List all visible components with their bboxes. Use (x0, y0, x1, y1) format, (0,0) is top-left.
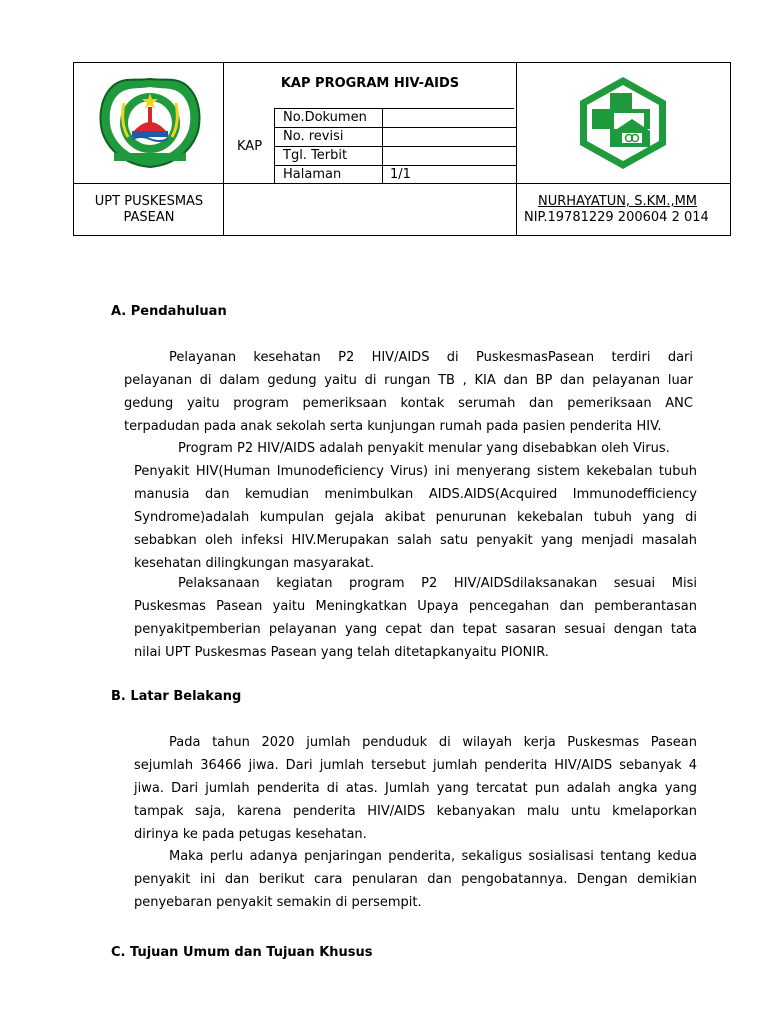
section-a-paragraph-3 (134, 572, 697, 664)
paragraph-line: pelayanan di dalam gedung yaitu di rungan TB , KIA dan BP dan pelayanan luar (124, 373, 693, 388)
regency-emblem-logo (94, 73, 206, 169)
paragraph-line: kesehatan dilingkungan masyarakat. (134, 556, 375, 571)
document-header-table (73, 62, 731, 236)
section-c-heading: C. Tujuan Umum dan Tujuan Khusus (111, 945, 373, 960)
meta-label: No.Dokumen (283, 110, 367, 125)
paragraph-line: dirinya ke pada petugas kesehatan. (134, 827, 367, 842)
meta-label: No. revisi (283, 129, 344, 144)
meta-label: Halaman (283, 167, 342, 182)
paragraph-line: manusia dan kemudian menimbulkan AIDS.AIDS(Acquired Immunodefficiency (134, 487, 697, 502)
meta-row-no-revisi (274, 128, 516, 146)
section-a-paragraph-2 (134, 437, 697, 575)
section-b-heading: B. Latar Belakang (111, 689, 242, 704)
paragraph-line: sebabkan oleh infeksi HIV.Merupakan salah satu penyakit yang menjadi masalah (134, 533, 697, 548)
section-a-paragraph-1 (124, 346, 693, 438)
paragraph-line: tampak saja, karena penderita HIV/AIDS kebanyakan malu untu kmelaporkan (134, 804, 697, 819)
paragraph-line: Pelaksanaan kegiatan program P2 HIV/AIDSdilaksanakan sesuai Misi (178, 576, 697, 591)
paragraph-line: Puskesmas Pasean yaitu Meningkatkan Upaya pencegahan dan pemberantasan (134, 599, 697, 614)
organization-name (74, 194, 224, 226)
paragraph-line: Maka perlu adanya penjaringan penderita, sekaligus sosialisasi tentang kedua (169, 849, 697, 864)
section-b-paragraph-2 (134, 845, 697, 914)
puskesmas-logo (574, 75, 672, 171)
paragraph-line: Pelayanan kesehatan P2 HIV/AIDS di PuskesmasPasean terdiri dari (169, 350, 693, 365)
kap-label: KAP (237, 139, 263, 154)
paragraph-line: penyebaran penyakit semakin di persempit. (134, 895, 422, 910)
document-metadata (274, 109, 516, 183)
signatory-nip: NIP.19781229 200604 2 014 (524, 210, 709, 225)
paragraph-line: nilai UPT Puskesmas Pasean yang telah ditetapkanyaitu PIONIR. (134, 645, 549, 660)
document-title: KAP PROGRAM HIV-AIDS (280, 76, 460, 91)
organization-line-2: PASEAN (123, 210, 175, 225)
paragraph-line: terpadudan pada anak sekolah serta kunjungan rumah pada pasien penderita HIV. (124, 419, 662, 434)
meta-value: 1/1 (390, 167, 411, 182)
paragraph-line: Program P2 HIV/AIDS adalah penyakit menular yang disebabkan oleh Virus. (178, 441, 670, 456)
signatory-name: NURHAYATUN, S.KM.,MM (538, 194, 698, 209)
paragraph-line: jiwa. Dari jumlah penderita di atas. Jumlah yang tercatat pun adalah angka yang (134, 781, 697, 796)
signatory (524, 194, 730, 226)
paragraph-line: penyakit ini dan berikut cara penularan dan pengobatannya. Dengan demikian (134, 872, 697, 887)
paragraph-line: Syndrome)adalah kumpulan gejala akibat penurunan kekebalan tubuh yang di (134, 510, 697, 525)
organization-line-1: UPT PUSKESMAS (94, 194, 204, 209)
paragraph-line: sejumlah 36466 jiwa. Dari jumlah tersebut jumlah penderita HIV/AIDS sebanyak 4 (134, 758, 697, 773)
meta-row-halaman (274, 166, 516, 184)
section-b-paragraph-1 (134, 731, 697, 846)
meta-row-tgl-terbit (274, 147, 516, 165)
paragraph-line: penyakitpemberian pelayanan yang cepat dan tepat sasaran sesuai dengan tata (134, 622, 697, 637)
paragraph-line: Penyakit HIV(Human Imunodeficiency Virus) ini menyerang sistem kekebalan tubuh (134, 464, 697, 479)
paragraph-line: Pada tahun 2020 jumlah penduduk di wilayah kerja Puskesmas Pasean (169, 735, 697, 750)
paragraph-line: gedung yaitu program pemeriksaan kontak serumah dan pemeriksaan ANC (124, 396, 693, 411)
meta-row-no-dokumen (274, 109, 516, 127)
section-a-heading: A. Pendahuluan (111, 304, 227, 319)
meta-label: Tgl. Terbit (283, 148, 348, 163)
